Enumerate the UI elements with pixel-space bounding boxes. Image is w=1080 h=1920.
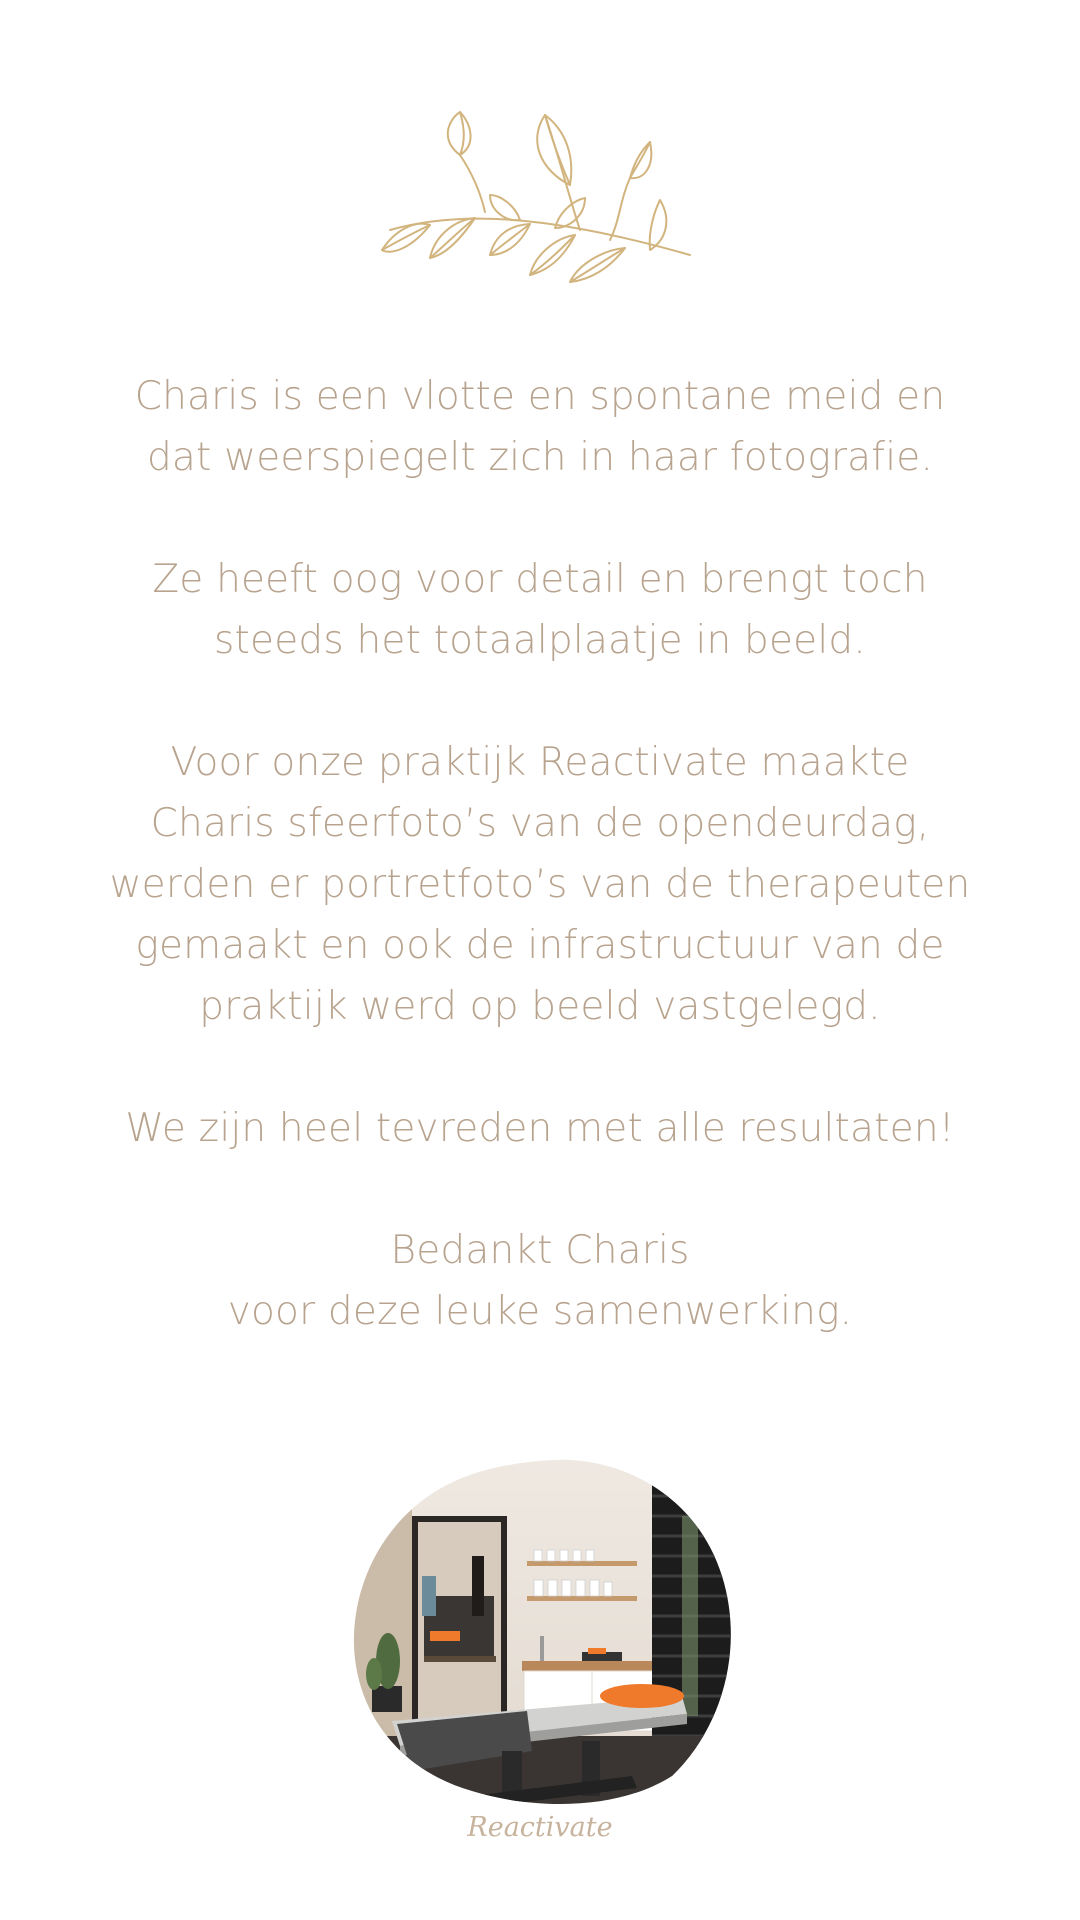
treatment-room-photo: [352, 1456, 732, 1808]
text-line: steeds het totaalplaatje in beeld.: [214, 618, 866, 663]
text-line: Charis sfeerfoto’s van de opendeurdag,: [150, 801, 930, 846]
testimonial-text: [60, 366, 1020, 1342]
text-line: werden er portretfoto’s van de therapeuten: [109, 862, 971, 907]
text-line: dat weerspiegelt zich in haar fotografie.: [146, 435, 934, 480]
text-line: Ze heeft oog voor detail en brengt toch: [152, 557, 928, 602]
text-line: gemaakt en ook de infrastructuur van de: [135, 923, 945, 968]
testimonial-paragraph: [60, 732, 1020, 1037]
leaf-branch-icon: [380, 100, 700, 290]
text-line: We zijn heel tevreden met alle resultaten!: [125, 1106, 955, 1151]
text-line: Charis is een vlotte en spontane meid en: [134, 374, 946, 419]
text-line: Bedankt Charis: [390, 1228, 690, 1273]
text-line: voor deze leuke samenwerking.: [227, 1289, 853, 1334]
text-line: praktijk werd op beeld vastgelegd.: [199, 984, 881, 1029]
testimonial-paragraph: [60, 1220, 1020, 1342]
testimonial-paragraph: [60, 1098, 1020, 1159]
testimonial-paragraph: [60, 549, 1020, 671]
text-line: Voor onze praktijk Reactivate maakte: [170, 740, 910, 785]
testimonial-paragraph: [60, 366, 1020, 488]
photo-caption: Reactivate: [467, 1812, 613, 1843]
